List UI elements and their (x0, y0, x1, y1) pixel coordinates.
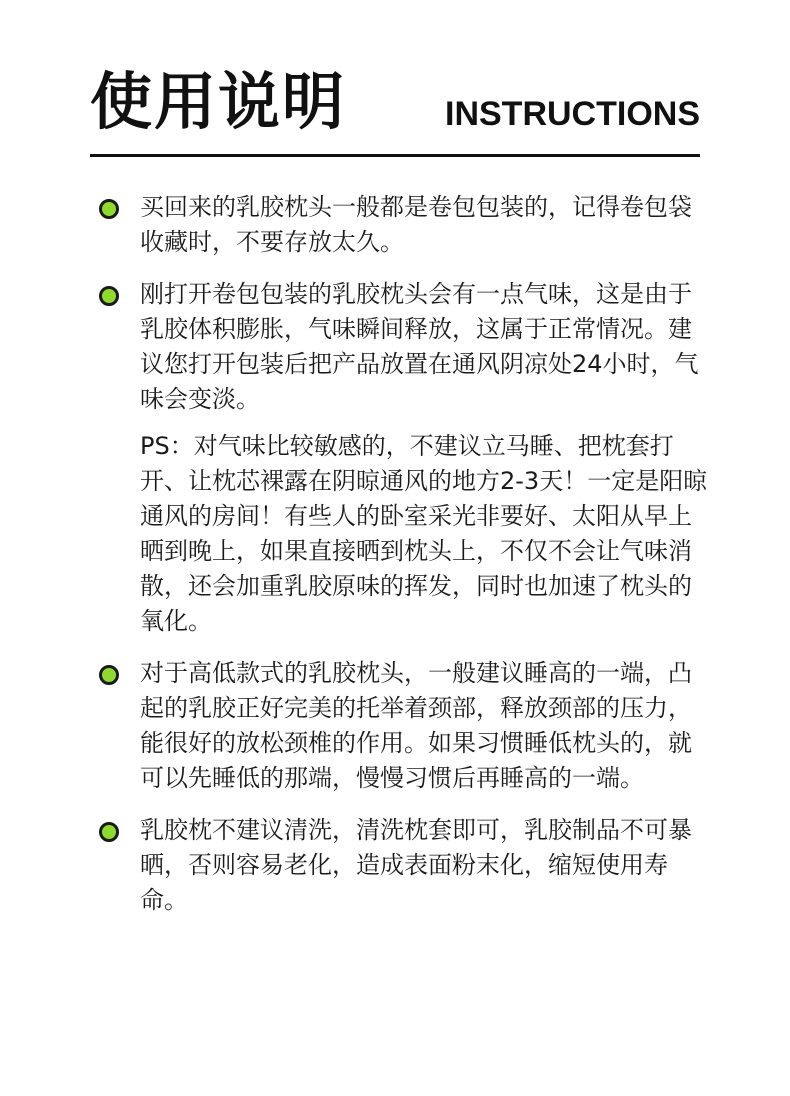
item-text: 对于高低款式的乳胶枕头，一般建议睡高的一端，凸起的乳胶正好完美的托举着颈部，释放颈部的压力，能很好的放松颈椎的作用。如果习惯睡低枕头的，就可以先睡低的那端，慢慢习惯后再睡高的一端。 (140, 659, 692, 792)
bullet-icon (99, 822, 119, 842)
divider (90, 154, 700, 157)
bullet-icon (99, 199, 119, 219)
item-text: 刚打开卷包包装的乳胶枕头会有一点气味，这是由于乳胶体积膨胀，气味瞬间释放，这属于正常情况。建议您打开包装后把产品放置在通风阴凉处24小时，气味会变淡。 (140, 280, 699, 413)
list-item (90, 277, 710, 639)
header (90, 62, 700, 142)
ps-note: PS：对气味比较敏感的，不建议立马睡、把枕套打开、让枕芯裸露在阴晾通风的地方2-3天！一定是阳晾通风的房间！有些人的卧室采光非要好、太阳从早上晒到晚上，如果直接晒到枕头上，不仅不会让气味消散，还会加重乳胶原味的挥发，同时也加速了枕头的氧化。 (140, 432, 708, 635)
instruction-list (90, 190, 710, 935)
page-title: 使用说明 (90, 65, 347, 138)
list-item (90, 190, 710, 260)
item-text: 乳胶枕不建议清洗，清洗枕套即可，乳胶制品不可暴晒，否则容易老化，造成表面粉末化，缩短使用寿命。 (140, 816, 692, 914)
page-subtitle: INSTRUCTIONS (445, 95, 700, 133)
list-item (90, 656, 710, 796)
bullet-icon (99, 286, 119, 306)
list-item (90, 813, 710, 918)
item-text: 买回来的乳胶枕头一般都是卷包包装的，记得卷包袋收藏时，不要存放太久。 (140, 193, 692, 256)
bullet-icon (99, 665, 119, 685)
